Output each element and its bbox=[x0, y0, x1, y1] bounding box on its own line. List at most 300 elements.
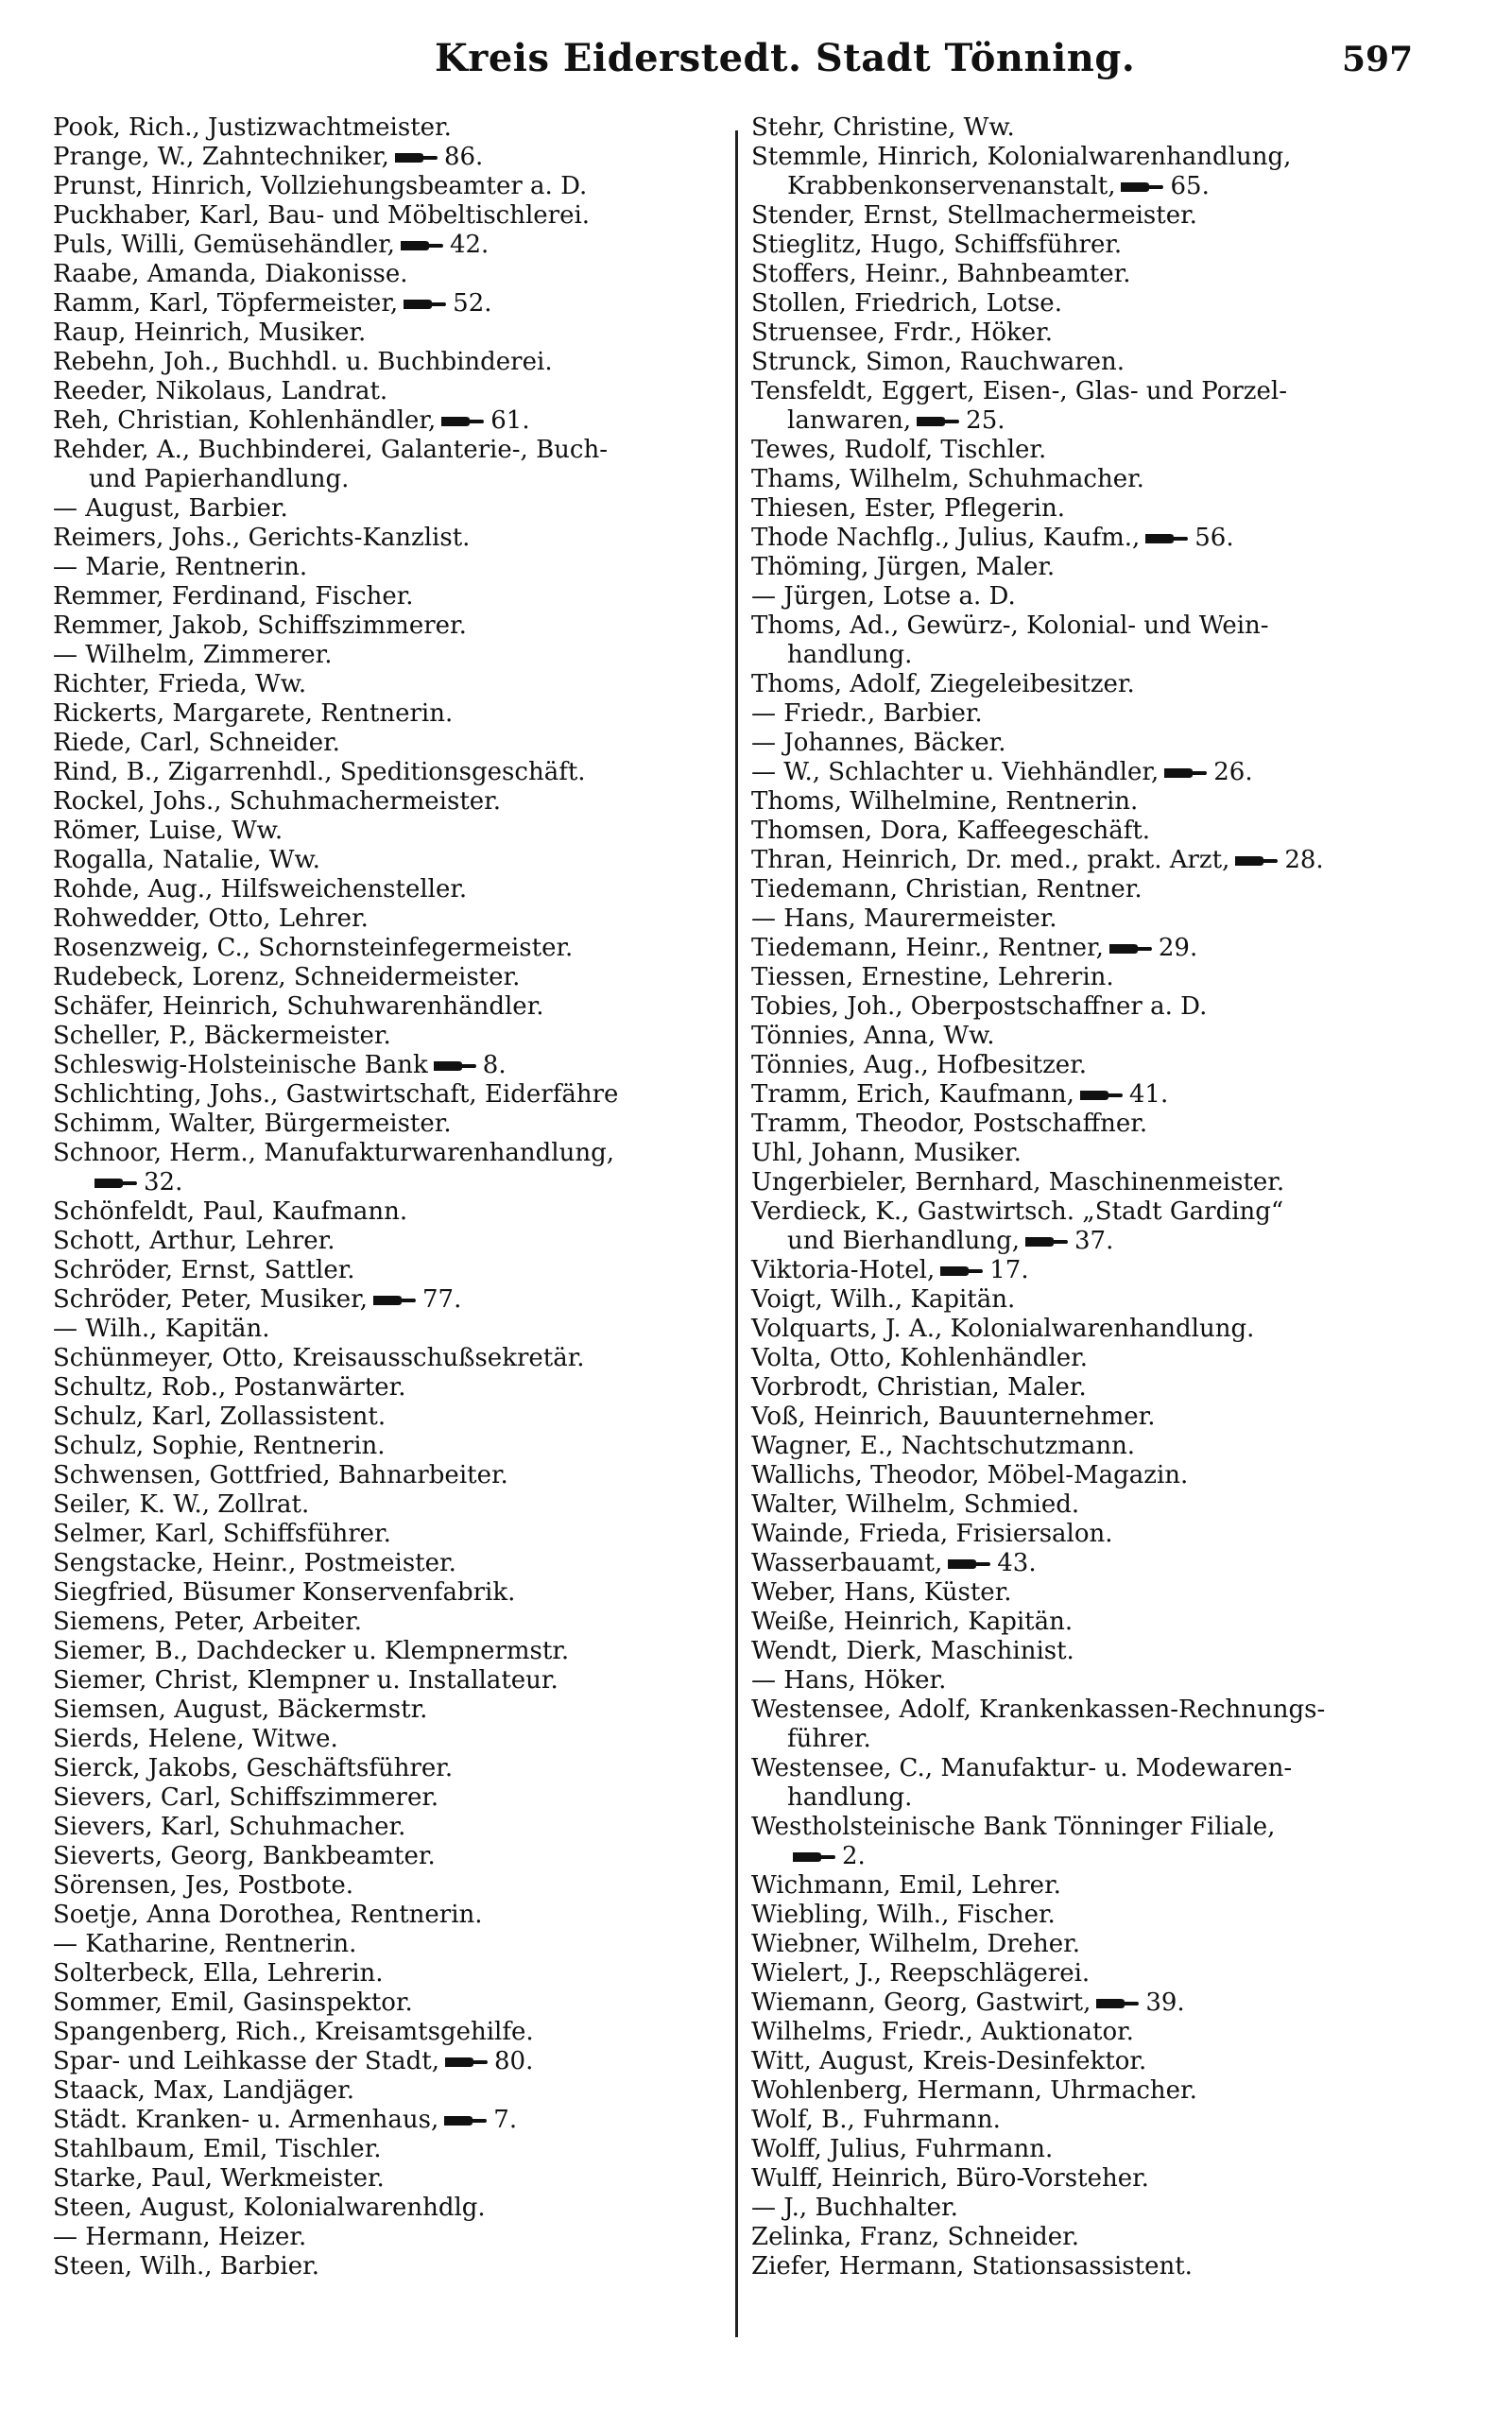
directory-entry bbox=[751, 1461, 1451, 1490]
directory-entry bbox=[53, 992, 752, 1022]
directory-entry bbox=[53, 1578, 752, 1608]
telephone-number: 61. bbox=[490, 406, 530, 435]
entry-text: Wiemann, Georg, Gastwirt, bbox=[751, 1988, 1091, 2017]
entry-text: Raabe, Amanda, Diakonisse. bbox=[53, 260, 408, 288]
directory-entry bbox=[751, 1490, 1451, 1520]
entry-text: Schwensen, Gottfried, Bahnarbeiter. bbox=[53, 1461, 508, 1489]
entry-text: Volquarts, J. A., Kolonialwarenhandlung. bbox=[751, 1315, 1255, 1343]
directory-entry bbox=[53, 2135, 752, 2164]
entry-text: Städt. Kranken- u. Armenhaus, bbox=[53, 2106, 439, 2134]
directory-entry bbox=[53, 318, 752, 348]
directory-entry bbox=[751, 1373, 1451, 1403]
entry-text: Stoffers, Heinr., Bahnbeamter. bbox=[751, 260, 1131, 288]
directory-entry bbox=[751, 2076, 1451, 2106]
entry-text: Witt, August, Kreis-Desinfektor. bbox=[751, 2047, 1147, 2075]
directory-entry bbox=[53, 1373, 752, 1403]
entry-text: Schünmeyer, Otto, Kreisausschußsekretär. bbox=[53, 1344, 585, 1372]
directory-entry bbox=[53, 553, 752, 582]
directory-entry bbox=[53, 143, 752, 172]
directory-entry bbox=[751, 494, 1451, 524]
telephone-number: 42. bbox=[449, 231, 490, 259]
entry-text: Wiebner, Wilhelm, Dreher. bbox=[751, 1930, 1081, 1958]
directory-entry bbox=[751, 2018, 1451, 2047]
entry-text: Spar- und Leihkasse der Stadt, bbox=[53, 2047, 439, 2075]
entry-text: Raup, Heinrich, Musiker. bbox=[53, 318, 367, 347]
directory-entry bbox=[751, 2252, 1451, 2281]
entry-text: Wolff, Julius, Fuhrmann. bbox=[751, 2135, 1054, 2163]
directory-entry bbox=[751, 817, 1451, 846]
directory-entry bbox=[751, 1637, 1451, 1666]
entry-text: Thams, Wilhelm, Schuhmacher. bbox=[751, 465, 1144, 493]
directory-entry bbox=[751, 787, 1451, 817]
entry-text: Richter, Frieda, Ww. bbox=[53, 670, 307, 698]
entry-text: — Friedr., Barbier. bbox=[751, 699, 983, 728]
directory-entry bbox=[53, 1432, 752, 1461]
directory-entry bbox=[751, 1315, 1451, 1344]
directory-entry bbox=[751, 553, 1451, 582]
directory-entry bbox=[53, 1490, 752, 1520]
telephone-number: 26. bbox=[1213, 758, 1253, 786]
entry-text: — August, Barbier. bbox=[53, 494, 288, 523]
entry-text: Schröder, Peter, Musiker, bbox=[53, 1285, 368, 1314]
directory-entry bbox=[53, 348, 752, 377]
pointing-hand-icon bbox=[1235, 853, 1279, 869]
directory-entry bbox=[751, 2223, 1451, 2252]
telephone-number: 37. bbox=[1074, 1227, 1114, 1255]
entry-text: Wendt, Dierk, Maschinist. bbox=[751, 1637, 1074, 1665]
entry-text: Rogalla, Natalie, Ww. bbox=[53, 846, 320, 874]
pointing-hand-icon bbox=[948, 1557, 991, 1572]
directory-entry bbox=[751, 1988, 1451, 2018]
directory-entry bbox=[751, 1285, 1451, 1315]
directory-entry bbox=[53, 1110, 752, 1139]
entry-text: Spangenberg, Rich., Kreisamtsgehilfe. bbox=[53, 2018, 534, 2046]
directory-entry bbox=[53, 1461, 752, 1490]
entry-text: Voß, Heinrich, Bauunternehmer. bbox=[751, 1403, 1156, 1431]
entry-text: Tönnies, Anna, Ww. bbox=[751, 1022, 995, 1050]
entry-text: Tiessen, Ernestine, Lehrerin. bbox=[751, 963, 1114, 991]
entry-text: Tewes, Rudolf, Tischler. bbox=[751, 436, 1047, 464]
directory-entry bbox=[53, 1695, 752, 1725]
telephone-number: 77. bbox=[422, 1285, 462, 1314]
entry-text: Siemer, B., Dachdecker u. Klempnermstr. bbox=[53, 1637, 570, 1665]
entry-text: Rohwedder, Otto, Lehrer. bbox=[53, 904, 369, 933]
directory-entry bbox=[751, 1871, 1451, 1901]
entry-text: Rohde, Aug., Hilfsweichensteller. bbox=[53, 875, 468, 904]
entry-text: Rebehn, Joh., Buchhdl. u. Buchbinderei. bbox=[53, 348, 553, 376]
directory-entry bbox=[751, 758, 1451, 787]
pointing-hand-icon bbox=[444, 2113, 488, 2128]
entry-text: Westensee, C., Manufaktur- u. Modewaren- bbox=[751, 1754, 1293, 1782]
entry-text: Puckhaber, Karl, Bau- und Möbeltischlerei. bbox=[53, 201, 591, 230]
entry-text: Vorbrodt, Christian, Maler. bbox=[751, 1373, 1087, 1402]
pointing-hand-icon bbox=[1080, 1088, 1124, 1103]
pointing-hand-icon bbox=[94, 1176, 138, 1191]
directory-entry bbox=[53, 904, 752, 934]
pointing-hand-icon bbox=[441, 414, 485, 429]
entry-text: Westensee, Adolf, Krankenkassen-Rechnungs- bbox=[751, 1695, 1326, 1724]
directory-entry bbox=[53, 1988, 752, 2018]
entry-text: Thoms, Ad., Gewürz-, Kolonial- und Wein- bbox=[751, 611, 1269, 640]
entry-text: Siemsen, August, Bäckermstr. bbox=[53, 1695, 428, 1724]
directory-entry bbox=[53, 611, 752, 641]
pointing-hand-icon bbox=[940, 1264, 984, 1279]
entry-text: Schulz, Karl, Zollassistent. bbox=[53, 1403, 387, 1431]
directory-entry bbox=[53, 406, 752, 436]
directory-entry-continuation bbox=[751, 1227, 1451, 1256]
directory-entry bbox=[751, 2135, 1451, 2164]
directory-entry-continuation bbox=[53, 465, 752, 494]
directory-entry bbox=[53, 1344, 752, 1373]
right-column bbox=[751, 113, 1451, 2281]
pointing-hand-icon bbox=[917, 414, 960, 429]
entry-text: Sierds, Helene, Witwe. bbox=[53, 1725, 338, 1753]
directory-entry bbox=[751, 348, 1451, 377]
entry-text: Schäfer, Heinrich, Schuhwarenhändler. bbox=[53, 992, 544, 1021]
directory-entry bbox=[751, 992, 1451, 1022]
entry-text: Selmer, Karl, Schiffsführer. bbox=[53, 1520, 391, 1548]
entry-text: Thiesen, Ester, Pflegerin. bbox=[751, 494, 1066, 523]
entry-text: Thoms, Wilhelmine, Rentnerin. bbox=[751, 787, 1139, 816]
directory-entry bbox=[53, 172, 752, 201]
pointing-hand-icon bbox=[404, 297, 447, 312]
entry-text: Tramm, Theodor, Postschaffner. bbox=[751, 1110, 1148, 1138]
entry-text: Wasserbauamt, bbox=[751, 1549, 943, 1577]
directory-entry bbox=[53, 641, 752, 670]
directory-entry bbox=[751, 1901, 1451, 1930]
directory-entry bbox=[53, 113, 752, 143]
entry-text: Siemer, Christ, Klempner u. Installateur. bbox=[53, 1666, 558, 1695]
entry-text: Stender, Ernst, Stellmachermeister. bbox=[751, 201, 1197, 230]
entry-text: Römer, Luise, Ww. bbox=[53, 817, 284, 845]
directory-entry bbox=[53, 2106, 752, 2135]
telephone-number: 80. bbox=[493, 2047, 534, 2075]
entry-text: Rickerts, Margarete, Rentnerin. bbox=[53, 699, 454, 728]
entry-text: Verdieck, K., Gastwirtsch. „Stadt Garding“ bbox=[751, 1197, 1284, 1226]
entry-text: handlung. bbox=[787, 641, 913, 669]
entry-text: Remmer, Ferdinand, Fischer. bbox=[53, 582, 414, 611]
directory-entry bbox=[751, 289, 1451, 318]
directory-entry bbox=[53, 201, 752, 231]
entry-text: Strunck, Simon, Rauchwaren. bbox=[751, 348, 1125, 376]
entry-text: Schröder, Ernst, Sattler. bbox=[53, 1256, 355, 1284]
entry-text: Rosenzweig, C., Schornsteinfegermeister. bbox=[53, 934, 574, 962]
entry-text: — Hermann, Heizer. bbox=[53, 2223, 307, 2251]
directory-entry bbox=[751, 260, 1451, 289]
telephone-number: 32. bbox=[144, 1168, 183, 1196]
directory-entry bbox=[53, 1901, 752, 1930]
telephone-number: 65. bbox=[1170, 172, 1210, 200]
directory-entry bbox=[53, 231, 752, 260]
directory-entry bbox=[53, 1783, 752, 1813]
entry-text: Tramm, Erich, Kaufmann, bbox=[751, 1080, 1074, 1109]
entry-text: Soetje, Anna Dorothea, Rentnerin. bbox=[53, 1901, 483, 1929]
telephone-number: 86. bbox=[443, 143, 484, 171]
entry-text: Steen, August, Kolonialwarenhdlg. bbox=[53, 2194, 486, 2222]
entry-text: — W., Schlachter u. Viehhändler, bbox=[751, 758, 1160, 786]
entry-text: Stehr, Christine, Ww. bbox=[751, 113, 1015, 142]
entry-text: und Papierhandlung. bbox=[89, 465, 350, 493]
directory-entry bbox=[53, 1754, 752, 1783]
entry-text: Riede, Carl, Schneider. bbox=[53, 729, 340, 757]
directory-entry bbox=[751, 436, 1451, 465]
entry-text: — Wilhelm, Zimmerer. bbox=[53, 641, 333, 669]
telephone-number: 52. bbox=[453, 289, 492, 318]
entry-text: Thode Nachflg., Julius, Kaufm., bbox=[751, 524, 1141, 552]
directory-entry-continuation bbox=[751, 1783, 1451, 1813]
entry-text: Weber, Hans, Küster. bbox=[751, 1578, 1012, 1607]
directory-entry bbox=[53, 1871, 752, 1901]
entry-text: Wolf, B., Fuhrmann. bbox=[751, 2106, 1001, 2134]
directory-entry bbox=[751, 2164, 1451, 2194]
entry-text: Solterbeck, Ella, Lehrerin. bbox=[53, 1959, 384, 1988]
entry-text: Schott, Arthur, Lehrer. bbox=[53, 1227, 335, 1255]
page-header bbox=[0, 36, 1512, 93]
page-title: Kreis Eiderstedt. Stadt Tönning. bbox=[435, 36, 1136, 80]
directory-entry bbox=[751, 1608, 1451, 1637]
entry-text: Staack, Max, Landjäger. bbox=[53, 2076, 355, 2105]
directory-entry bbox=[53, 1197, 752, 1227]
directory-entry bbox=[751, 113, 1451, 143]
directory-entry bbox=[751, 1432, 1451, 1461]
entry-text: Stahlbaum, Emil, Tischler. bbox=[53, 2135, 382, 2163]
entry-text: Schleswig-Holsteinische Bank bbox=[53, 1051, 428, 1079]
entry-text: Krabbenkonservenanstalt, bbox=[787, 172, 1116, 200]
directory-entry bbox=[53, 524, 752, 553]
entry-text: Walter, Wilhelm, Schmied. bbox=[751, 1490, 1080, 1519]
directory-entry bbox=[751, 1695, 1451, 1725]
directory-entry bbox=[53, 875, 752, 904]
entry-text: Steen, Wilh., Barbier. bbox=[53, 2252, 319, 2281]
entry-text: — Jürgen, Lotse a. D. bbox=[751, 582, 1016, 611]
directory-entry bbox=[53, 1403, 752, 1432]
directory-entry bbox=[751, 1110, 1451, 1139]
directory-entry bbox=[53, 1959, 752, 1988]
pointing-hand-icon bbox=[793, 1850, 836, 1865]
entry-text: Prange, W., Zahntechniker, bbox=[53, 143, 389, 171]
directory-entry bbox=[53, 582, 752, 611]
directory-entry bbox=[53, 1930, 752, 1959]
directory-entry bbox=[53, 2018, 752, 2047]
directory-entry-continuation bbox=[751, 406, 1451, 436]
entry-text: Tensfeldt, Eggert, Eisen-, Glas- und Porzel- bbox=[751, 377, 1287, 405]
directory-entry bbox=[53, 2223, 752, 2252]
directory-entry bbox=[751, 699, 1451, 729]
left-column bbox=[53, 113, 752, 2281]
directory-entry bbox=[751, 1813, 1451, 1842]
directory-entry bbox=[751, 875, 1451, 904]
entry-text: Ziefer, Hermann, Stationsassistent. bbox=[751, 2252, 1193, 2281]
directory-entry bbox=[751, 1139, 1451, 1168]
directory-entry bbox=[751, 1022, 1451, 1051]
directory-entry bbox=[53, 1139, 752, 1168]
directory-entry bbox=[53, 2047, 752, 2076]
directory-entry bbox=[751, 846, 1451, 875]
entry-text: Sörensen, Jes, Postbote. bbox=[53, 1871, 353, 1900]
pointing-hand-icon bbox=[1025, 1234, 1069, 1249]
directory-entry bbox=[751, 1344, 1451, 1373]
directory-entry-continuation bbox=[751, 172, 1451, 201]
entry-text: Starke, Paul, Werkmeister. bbox=[53, 2164, 385, 2193]
directory-entry bbox=[53, 1637, 752, 1666]
entry-text: Wulff, Heinrich, Büro-Vorsteher. bbox=[751, 2164, 1149, 2193]
directory-entry bbox=[53, 2076, 752, 2106]
directory-entry-continuation bbox=[53, 1168, 752, 1197]
entry-text: Tiedemann, Heinr., Rentner, bbox=[751, 934, 1104, 962]
entry-text: Tönnies, Aug., Hofbesitzer. bbox=[751, 1051, 1088, 1079]
entry-text: Stollen, Friedrich, Lotse. bbox=[751, 289, 1062, 318]
entry-text: Tobies, Joh., Oberpostschaffner a. D. bbox=[751, 992, 1208, 1021]
directory-entry bbox=[751, 1256, 1451, 1285]
entry-text: Schulz, Sophie, Rentnerin. bbox=[53, 1432, 386, 1460]
directory-entry bbox=[53, 1725, 752, 1754]
telephone-number: 29. bbox=[1158, 934, 1198, 962]
directory-entry bbox=[53, 436, 752, 465]
entry-text: Voigt, Wilh., Kapitän. bbox=[751, 1285, 1016, 1314]
entry-text: Viktoria-Hotel, bbox=[751, 1256, 936, 1284]
entry-text: Weiße, Heinrich, Kapitän. bbox=[751, 1608, 1074, 1636]
entry-text: Wielert, J., Reepschlägerei. bbox=[751, 1959, 1091, 1988]
telephone-number: 43. bbox=[997, 1549, 1037, 1577]
entry-text: — Katharine, Rentnerin. bbox=[53, 1930, 357, 1958]
directory-entry bbox=[53, 2164, 752, 2194]
directory-entry bbox=[751, 2106, 1451, 2135]
directory-entry bbox=[53, 1549, 752, 1578]
directory-entry bbox=[751, 670, 1451, 699]
entry-text: Thran, Heinrich, Dr. med., prakt. Arzt, bbox=[751, 846, 1230, 874]
entry-text: Thoms, Adolf, Ziegeleibesitzer. bbox=[751, 670, 1135, 698]
entry-text: — J., Buchhalter. bbox=[751, 2194, 958, 2222]
directory-entry bbox=[53, 1608, 752, 1637]
directory-entry bbox=[751, 1051, 1451, 1080]
entry-text: Remmer, Jakob, Schiffszimmerer. bbox=[53, 611, 467, 640]
entry-text: — Hans, Höker. bbox=[751, 1666, 947, 1695]
entry-text: Zelinka, Franz, Schneider. bbox=[751, 2223, 1079, 2251]
telephone-number: 8. bbox=[482, 1051, 507, 1079]
entry-text: Wichmann, Emil, Lehrer. bbox=[751, 1871, 1061, 1900]
directory-entry-continuation bbox=[751, 1842, 1451, 1871]
directory-entry bbox=[751, 1930, 1451, 1959]
directory-entry bbox=[53, 2194, 752, 2223]
directory-entry bbox=[751, 963, 1451, 992]
pointing-hand-icon bbox=[395, 150, 438, 165]
entry-text: Ramm, Karl, Töpfermeister, bbox=[53, 289, 399, 318]
entry-text: Wagner, E., Nachtschutzmann. bbox=[751, 1432, 1136, 1460]
entry-text: Thomsen, Dora, Kaffeegeschäft. bbox=[751, 817, 1151, 845]
entry-text: Reh, Christian, Kohlenhändler, bbox=[53, 406, 437, 435]
directory-entry bbox=[53, 1315, 752, 1344]
telephone-number: 2. bbox=[842, 1842, 866, 1870]
pointing-hand-icon bbox=[1121, 180, 1164, 195]
directory-entry-continuation bbox=[751, 1725, 1451, 1754]
entry-text: Uhl, Johann, Musiker. bbox=[751, 1139, 1022, 1167]
directory-entry bbox=[751, 904, 1451, 934]
directory-entry bbox=[53, 963, 752, 992]
telephone-number: 56. bbox=[1194, 524, 1234, 552]
entry-text: Reimers, Johs., Gerichts-Kanzlist. bbox=[53, 524, 471, 552]
entry-text: Rudebeck, Lorenz, Schneidermeister. bbox=[53, 963, 521, 991]
directory-entry bbox=[751, 729, 1451, 758]
telephone-number: 7. bbox=[493, 2106, 518, 2134]
entry-text: Wohlenberg, Hermann, Uhrmacher. bbox=[751, 2076, 1197, 2105]
entry-text: Scheller, P., Bäckermeister. bbox=[53, 1022, 391, 1050]
page-number: 597 bbox=[1342, 40, 1414, 79]
directory-entry bbox=[751, 611, 1451, 641]
telephone-number: 25. bbox=[966, 406, 1005, 435]
entry-text: Thöming, Jürgen, Maler. bbox=[751, 553, 1056, 581]
directory-entry bbox=[53, 787, 752, 817]
entry-text: Stieglitz, Hugo, Schiffsführer. bbox=[751, 231, 1123, 259]
entry-text: Tiedemann, Christian, Rentner. bbox=[751, 875, 1143, 904]
entry-text: Schönfeldt, Paul, Kaufmann. bbox=[53, 1197, 408, 1226]
entry-text: führer. bbox=[787, 1725, 871, 1753]
directory-entry bbox=[751, 1520, 1451, 1549]
directory-entry bbox=[53, 1256, 752, 1285]
directory-entry bbox=[751, 377, 1451, 406]
entry-text: — Wilh., Kapitän. bbox=[53, 1315, 270, 1343]
entry-text: Schimm, Walter, Bürgermeister. bbox=[53, 1110, 452, 1138]
entry-text: Westholsteinische Bank Tönninger Filiale, bbox=[751, 1813, 1276, 1841]
directory-entry bbox=[751, 1959, 1451, 1988]
entry-text: handlung. bbox=[787, 1783, 913, 1812]
directory-entry bbox=[751, 934, 1451, 963]
pointing-hand-icon bbox=[401, 238, 444, 253]
pointing-hand-icon bbox=[1096, 1996, 1140, 2011]
entry-text: lanwaren, bbox=[787, 406, 912, 435]
directory-entry bbox=[53, 494, 752, 524]
directory-entry bbox=[53, 1666, 752, 1695]
entry-text: Stemmle, Hinrich, Kolonialwarenhandlung, bbox=[751, 143, 1292, 171]
directory-entry bbox=[751, 1080, 1451, 1110]
directory-entry bbox=[53, 758, 752, 787]
directory-entry bbox=[53, 846, 752, 875]
directory-entry bbox=[751, 1549, 1451, 1578]
directory-entry bbox=[53, 260, 752, 289]
directory-entry bbox=[751, 465, 1451, 494]
entry-text: Struensee, Frdr., Höker. bbox=[751, 318, 1053, 347]
entry-text: Wainde, Frieda, Frisiersalon. bbox=[751, 1520, 1113, 1548]
directory-entry bbox=[53, 670, 752, 699]
entry-text: Seiler, K. W., Zollrat. bbox=[53, 1490, 310, 1519]
directory-entry bbox=[53, 1520, 752, 1549]
telephone-number: 17. bbox=[989, 1256, 1029, 1284]
directory-entry bbox=[53, 699, 752, 729]
entry-text: Wilhelms, Friedr., Auktionator. bbox=[751, 2018, 1134, 2046]
directory-entry bbox=[751, 2194, 1451, 2223]
directory-entry bbox=[53, 1285, 752, 1315]
directory-entry bbox=[751, 2047, 1451, 2076]
entry-text: Ungerbieler, Bernhard, Maschinenmeister. bbox=[751, 1168, 1285, 1196]
directory-entry bbox=[53, 2252, 752, 2281]
entry-text: Wallichs, Theodor, Möbel-Magazin. bbox=[751, 1461, 1189, 1489]
directory-entry bbox=[53, 817, 752, 846]
entry-text: Siegfried, Büsumer Konservenfabrik. bbox=[53, 1578, 516, 1607]
telephone-number: 41. bbox=[1128, 1080, 1169, 1109]
directory-entry bbox=[751, 1754, 1451, 1783]
directory-entry bbox=[751, 1403, 1451, 1432]
pointing-hand-icon bbox=[1145, 531, 1189, 546]
entry-text: Schultz, Rob., Postanwärter. bbox=[53, 1373, 406, 1402]
entry-text: Siemens, Peter, Arbeiter. bbox=[53, 1608, 363, 1636]
directory-entry bbox=[751, 1168, 1451, 1197]
directory-entry bbox=[53, 1051, 752, 1080]
entry-text: Sierck, Jakobs, Geschäftsführer. bbox=[53, 1754, 454, 1782]
entry-text: Sommer, Emil, Gasinspektor. bbox=[53, 1988, 413, 2017]
directory-entry bbox=[751, 1197, 1451, 1227]
entry-text: Sengstacke, Heinr., Postmeister. bbox=[53, 1549, 456, 1577]
directory-entry bbox=[53, 289, 752, 318]
entry-text: — Johannes, Bäcker. bbox=[751, 729, 1006, 757]
